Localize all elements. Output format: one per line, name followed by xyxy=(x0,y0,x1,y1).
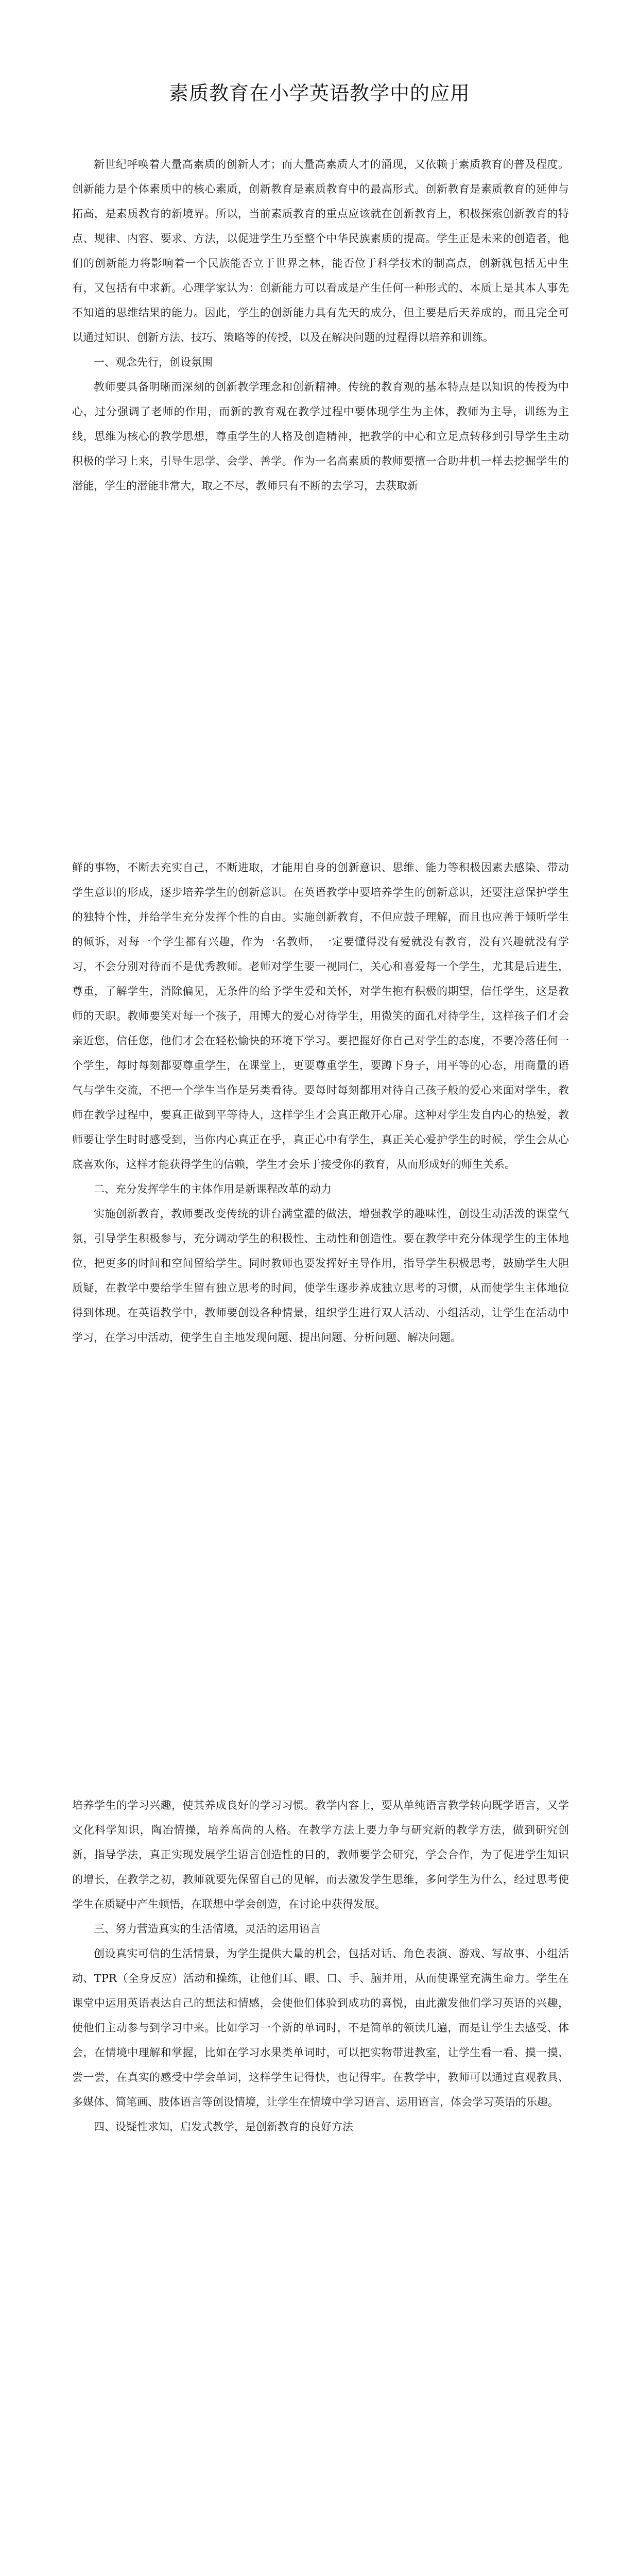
section-three-body: 创设真实可信的生活情景，为学生提供大量的机会，包括对话、角色表演、游戏、写故事、小组活动、TPR（全身反应）活动和操练，让他们耳、眼、口、手、脑并用，从而使课堂充满生命力。学生在课堂中运用英语表达自己的想法和情感，会使他们体验到成功的喜悦，由此激发他们学习英语的兴趣，使他们主动参与到学习中来。比如学习一个新的单词时，不是简单的领读几遍，而是让学生去感受、体会，在情境中理解和掌握，比如在学习水果类单词时，可以把实物带进教室，让学生看一看、摸一摸、尝一尝，在真实的感受中学会单词，这样学生记得快，也记得牢。在教学中，教师可以通过直观教具、多媒体、简笔画、肢体语言等创设情境，让学生在情境中学习语言、运用语言，体会学习英语的乐趣。 xyxy=(72,1947,569,2108)
section-three xyxy=(72,1793,569,2139)
intro-paragraph: 新世纪呼唤着大量高素质的创新人才；而大量高素质人才的涌现，又依赖于素质教育的普及程度。创新能力是个体素质中的核心素质，创新教育是素质教育中的最高形式。创新教育是素质教育的延伸与拓高，是素质教育的新境界。所以，当前素质教育的重点应该就在创新教育上，积极探索创新教育的特点、规律、内容、要求、方法，以促进学生乃至整个中华民族素质的提高。学生正是未来的创造者，他们的创新能力将影响着一个民族能否立于世界之林，能否位于科学技术的制高点，创新就包括无中生有，又包括有中求新。心理学家认为：创新能力可以看成是产生任何一种形式的、本质上是其本人事先不知道的思维结果的能力。因此，学生的创新能力具有先天的成分，但主要是后天养成的，而且完全可以通过知识、创新方法、技巧、策略等的传授，以及在解决问题的过程得以培养和训练。 xyxy=(72,158,569,344)
heading-two: 二、充分发挥学生的主体作用是新课程改革的动力 xyxy=(94,1183,332,1195)
section-three-body-top: 培养学生的学习兴趣，使其养成良好的学习习惯。教学内容上，要从单纯语言教学转向既学语言，又学文化科学知识，陶冶情操，培养高尚的人格。在教学方法上要力争与研究新的教学方法，做到研究创新，指导学法，真正实现发展学生语言创造性的目的，教师要学会研究，学会合作，为了促进学生知识的增长，在教学之初，教师就要先保留自己的见解，而去激发学生思维，多问学生为什么，经过思考使学生在质疑中产生顿悟，在联想中学会创造，在讨论中获得发展。 xyxy=(72,1799,569,1910)
section-two xyxy=(72,855,569,1350)
document-title: 素质教育在小学英语教学中的应用 xyxy=(168,82,470,105)
heading-four: 四、设疑性求知，启发式教学，是创新教育的良好方法 xyxy=(94,2121,353,2133)
heading-one: 一、观念先行，创设氛围 xyxy=(94,356,213,368)
heading-three: 三、努力营造真实的生活情境，灵活的运用语言 xyxy=(94,1923,321,1935)
section-two-body-top: 鲜的事物，不断去充实自己，不断进取，才能用自身的创新意识、思维、能力等积极因素去感染、带动学生意识的形成，逐步培养学生的创新意识。在英语教学中要培养学生的创新意识，还要注意保护学生的独特个性，并给学生充分发挥个性的自由。实施创新教育，不但应鼓子理解，而且也应善于倾听学生的倾诉，对每一个学生都有兴趣，作为一名教师，一定要懂得没有爱就没有教育，没有兴趣就没有学习，不会分别对待而不是优秀教师。老师对学生要一视同仁，关心和喜爱每一个学生，尤其是后进生，尊重，了解学生，消除偏见，无条件的给予学生爱和关怀，对学生抱有积极的期望，信任学生，这是教师的天职。教师要笑对每一个孩子，用博大的爱心对待学生，用微笑的面孔对待学生，这样孩子们才会亲近您，信任您，他们才会在轻松愉快的环境下学习。要把握好你自己对学生的态度，不要冷落任何一个学生，每时每刻都要尊重学生，在课堂上，更要尊重学生，要蹲下身子，用平等的心态，用商量的语气与学生交流，不把一个学生当作是另类看待。要每时每刻都用对待自己孩子般的爱心来面对学生，教师在教学过程中，要真正做到平等待人，这样学生才会真正敞开心扉。这种对学生发自内心的热爱，教师要让学生时时感受到，当你内心真正在乎，真正心中有学生，真正关心爱护学生的时候，学生会从心底喜欢你，这样才能获得学生的信赖，学生才会乐于接受你的教育，从而形成好的师生关系。 xyxy=(72,861,569,1171)
section-two-body-bottom: 实施创新教育，教师要改变传统的讲台满堂灌的做法，增强教学的趣味性，创设生动活泼的课堂气氛，引导学生积极参与，充分调动学生的积极性、主动性和创造性。要在教学中充分体现学生的主体地位，把更多的时间和空间留给学生。同时教师也要发挥好主导作用，指导学生积极思考，鼓励学生大胆质疑，在教学中要给学生留有独立思考的时间，使学生逐步养成独立思考的习惯，从而使学生主体地位得到体现。在英语教学中，教师要创设各种情景，组织学生进行双人活动、小组活动，让学生在活动中学习，在学习中活动，使学生自主地发现问题、提出问题、分析问题、解决问题。 xyxy=(72,1208,569,1344)
section-one xyxy=(72,152,569,498)
section-one-body: 教师要具备明晰而深刻的创新教学理念和创新精神。传统的教育观的基本特点是以知识的传授为中心，过分强调了老师的作用，而新的教育观在教学过程中要体现学生为主体，教师为主导，训练为主线，思维为核心的教学思想，尊重学生的人格及创造精神，把教学的中心和立足点转移到引导学生主动积极的学习上来，引导生思学、会学、善学。作为一名高素质的教师要擅一合助井机一样去挖掘学生的潜能，学生的潜能非常大，取之不尽，教师只有不断的去学习，去获取新 xyxy=(72,381,569,492)
